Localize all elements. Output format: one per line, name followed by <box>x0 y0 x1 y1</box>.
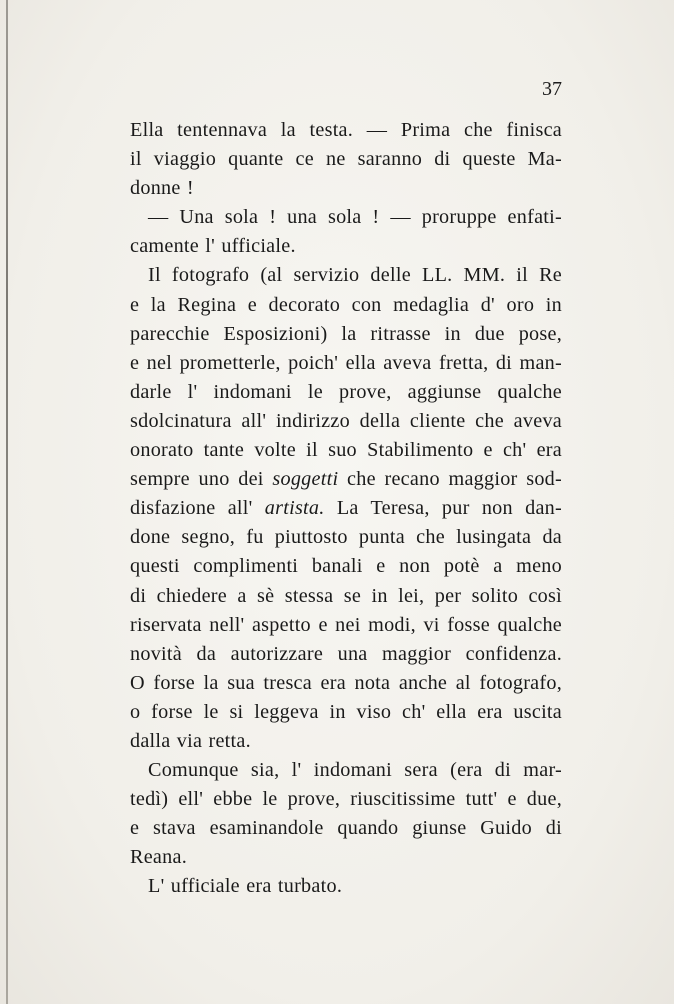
text-fragment: disfazione all' <box>130 497 265 520</box>
text-line: novità da autorizzare una maggior confidenza. <box>130 642 562 665</box>
text-line: e la Regina e decorato con medaglia d' oro in <box>130 293 562 316</box>
text-line: tedì) ell' ebbe le prove, riuscitissime tutt' e due, <box>130 788 562 811</box>
text-fragment: sempre uno dei <box>130 468 273 491</box>
text-line: L' ufficiale era turbato. <box>148 875 343 898</box>
text-fragment: che recano maggior sod- <box>338 468 562 491</box>
text-line: o forse le si leggeva in viso ch' ella era uscita <box>130 700 562 723</box>
text-fragment: La Teresa, pur non dan- <box>324 497 562 520</box>
text-line: questi complimenti banali e non potè a meno <box>130 555 562 578</box>
text-line: darle l' indomani le prove, aggiunse qualche <box>130 380 562 403</box>
text-line: Ella tentennava la testa. — Prima che finisca <box>130 119 562 141</box>
text-line: sdolcinatura all' indirizzo della cliente che aveva <box>130 409 562 432</box>
text-line <box>130 465 562 494</box>
text-line: dalla via retta. <box>130 729 251 752</box>
binding-edge <box>6 0 8 1004</box>
body-text <box>130 116 562 902</box>
text-line: Comunque sia, l' indomani sera (era di mar- <box>148 759 562 782</box>
italic-term: artista. <box>264 497 325 520</box>
text-line: il viaggio quante ce ne saranno di queste Ma- <box>130 148 562 171</box>
text-line: Reana. <box>130 846 187 869</box>
text-line: onorato tante volte il suo Stabilimento e ch' era <box>130 439 562 462</box>
text-line: camente l' ufficiale. <box>130 235 296 258</box>
text-line: e nel prometterle, poich' ella aveva fretta, di man- <box>130 351 562 374</box>
page-number: 37 <box>542 78 562 100</box>
text-line: donne ! <box>130 177 194 200</box>
text-line: di chiedere a sè stessa se in lei, per solito così <box>130 584 562 607</box>
text-line: e stava esaminandole quando giunse Guido di <box>130 817 562 840</box>
text-line: done segno, fu piuttosto punta che lusingata da <box>130 526 562 549</box>
text-line: Il fotografo (al servizio delle LL. MM. il Re <box>148 264 562 287</box>
text-line: parecchie Esposizioni) la ritrasse in due pose, <box>130 322 562 345</box>
italic-term: soggetti <box>272 468 339 491</box>
text-line: — Una sola ! una sola ! — proruppe enfati- <box>148 206 562 229</box>
text-line: O forse la sua tresca era nota anche al fotografo, <box>130 671 562 694</box>
text-line: riservata nell' aspetto e nei modi, vi fosse qualche <box>130 613 562 636</box>
text-line <box>130 494 562 523</box>
